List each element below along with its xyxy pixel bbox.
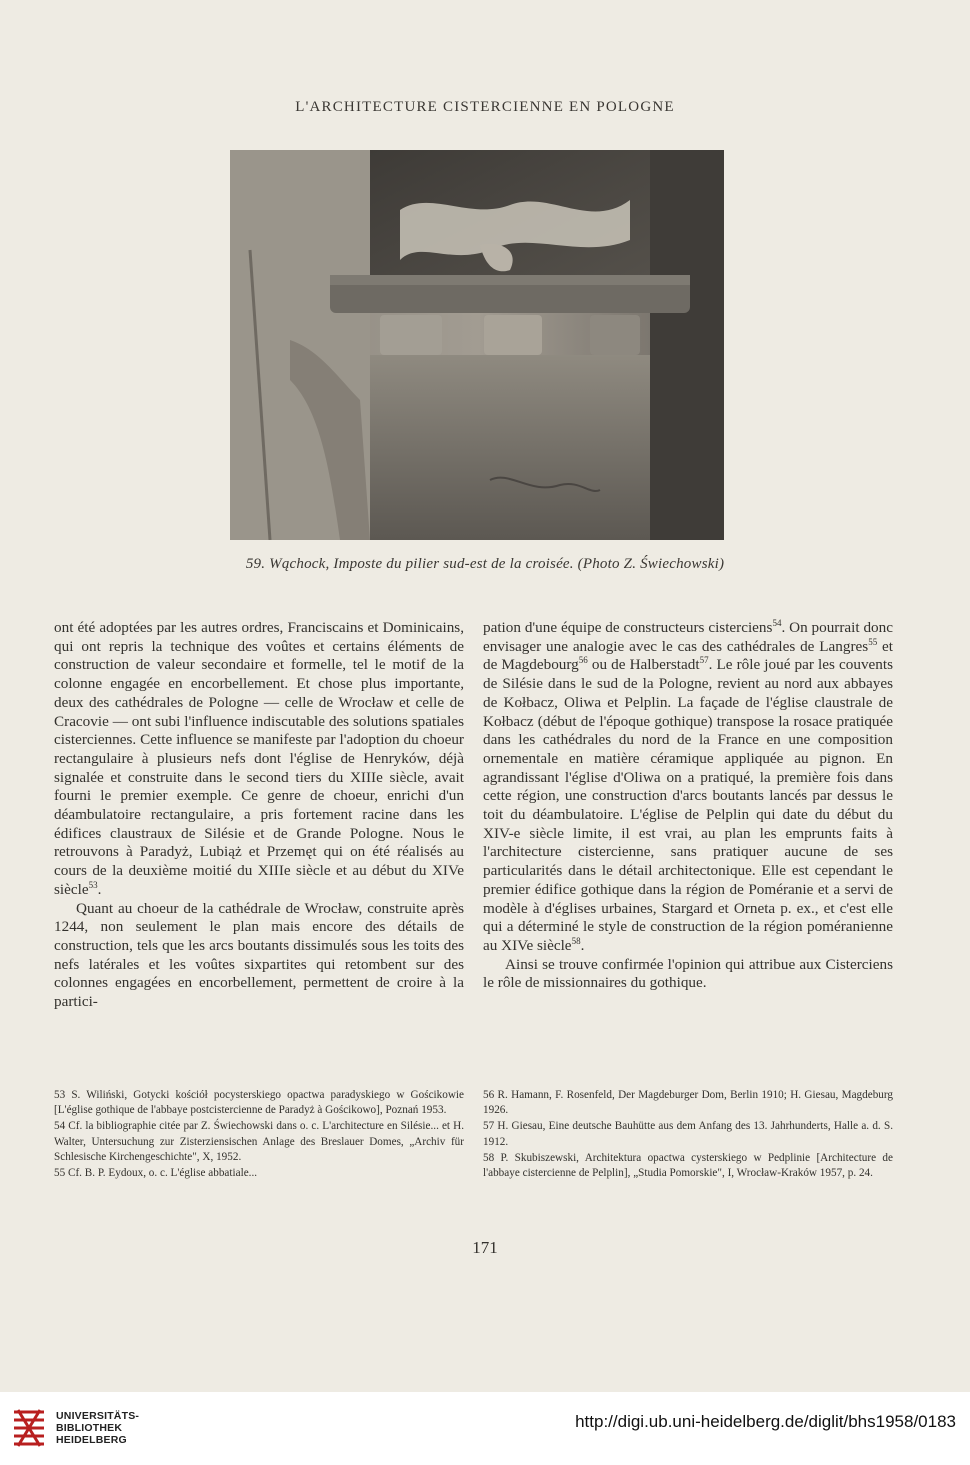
library-line-2: BIBLIOTHEK: [56, 1422, 123, 1434]
right-column: [483, 619, 893, 993]
library-logo-icon: [10, 1406, 48, 1450]
footnotes-left: [54, 1088, 464, 1182]
figure-photo: [230, 150, 724, 540]
footnote-54: 54 Cf. la bibliographie citée par Z. Świechowski dans o. c. L'architecture en Silésie... et H. Walter, Untersuchung zur Zisterziensischen Anlage des Breslauer Domes, „Archiv für Schlesische Kirchengeschichte", X, 1952.: [54, 1120, 464, 1163]
paragraph-3-text-d: ou de Halberstadt: [587, 656, 700, 674]
note-ref-54[interactable]: 54: [772, 617, 782, 628]
left-column: [54, 619, 464, 1012]
figure-caption: 59. Wąchock, Imposte du pilier sud-est de la croisée. (Photo Z. Świechowski): [245, 556, 725, 572]
library-name: [56, 1410, 139, 1446]
footnote-57: 57 H. Giesau, Eine deutsche Bauhütte aus dem Anfang des 13. Jahrhunderts, Halle a. d. S. 1912.: [483, 1120, 893, 1148]
paragraph-4-text: Ainsi se trouve confirmée l'opinion qui attribue aux Cisterciens le rôle de missionnaires du gothique.: [483, 955, 893, 992]
paragraph-1-end: .: [97, 880, 102, 898]
paragraph-3-text-a: pation d'une équipe de constructeurs cisterciens: [483, 619, 773, 636]
running-title: L'ARCHITECTURE CISTERCIENNE EN POLOGNE: [295, 99, 675, 115]
paragraph-3-end: .: [580, 936, 585, 954]
library-line-3: HEIDELBERG: [56, 1434, 127, 1446]
library-line-1: UNIVERSITÄTS-: [56, 1410, 140, 1422]
note-ref-53[interactable]: 53: [88, 879, 98, 890]
paragraph-1: [54, 619, 464, 900]
note-ref-57[interactable]: 57: [699, 655, 709, 666]
paragraph-3-text-e: . Le rôle joué par les couvents de Silésie dans le sud de la Pologne, revient au nord aux abbayes de Kołbacz, Oliwa et Pelplin. La façade de l'église claustrale de Kołbacz (début de l'époque gothique) transpose la rosace pratiquée dans les cathédrales du nord de la France en une composition ornementale en matière céramique appliquée au pignon. En agrandissant l'église d'Oliwa on a pratiqué, la première fois dans cette région, une construction d'arcs boutants lancés par dessus le toit du déambulatoire. L'église de Pelplin qui date du début du XIV-e siècle limite, il est vrai, au plan les emprunts faits à l'architecture cistercienne, sans pratiquer aucune de ses particularités dans le détail architectonique. Elle est cependant le premier édifice gothique dans la région de Poméranie et a servi de modèle à d'églises urbaines, Stargard et Orneta p. ex., et c'est elle qui a déterminé le style de construction de la région poméranienne au XIVe siècle: [483, 656, 893, 954]
paragraph-2: [54, 900, 464, 1012]
footnote-53: 53 S. Wiliński, Gotycki kościół pocysterskiego opactwa paradyskiego w Gościkowie [L'église gothique de l'abbaye postcistercienne de Paradyż à Gościkowo], Poznań 1953.: [54, 1089, 464, 1117]
paragraph-4: [483, 956, 893, 993]
note-ref-55[interactable]: 55: [868, 636, 878, 647]
page-number: 171: [472, 1238, 498, 1257]
footnotes-right: [483, 1088, 893, 1182]
footer-bar: [0, 1392, 970, 1465]
paragraph-3: [483, 619, 893, 956]
footnote-56: 56 R. Hamann, F. Rosenfeld, Der Magdeburger Dom, Berlin 1910; H. Giesau, Magdeburg 1926.: [483, 1089, 893, 1117]
paragraph-2-text: Quant au choeur de la cathédrale de Wrocław, construite après 1244, non seulement le plan mais encore des détails de construction, tels que les arcs boutants dissimulés sous les toits des nefs latérales et les voûtes sixpartites qui retombent sur des colonnes engagées en encorbellement, permettent de croire à la partici-: [54, 899, 464, 1011]
footnote-58: 58 P. Skubiszewski, Architektura opactwa cysterskiego w Pedplinie [Architecture de l'abbaye cistercienne de Pelplin], „Studia Pomorskie", I, Wrocław-Kraków 1957, p. 24.: [483, 1151, 893, 1180]
note-ref-56[interactable]: 56: [578, 655, 588, 666]
source-url-link[interactable]: http://digi.ub.uni-heidelberg.de/diglit/bhs1958/0183: [575, 1412, 956, 1431]
note-ref-58[interactable]: 58: [571, 935, 581, 946]
paragraph-1-text: ont été adoptées par les autres ordres, Franciscains et Dominicains, qui ont repris la technique des voûtes et certains éléments de construction de valeur secondaire et formelle, tel le motif de la colonne engagée en encorbellement. Et chose plus importante, deux des cathédrales de Pologne — celle de Wrocław et celle de Cracovie — ont subi l'influence indiscutable des solutions spatiales cisterciennes. Cette influence se manifeste par l'adoption du choeur rectangulaire à plusieurs nefs dont l'église de Henryków, déjà signalée et construite dans le second tiers du XIIIe siècle, avait fourni le premier exemple. Ce genre de choeur, enrichi d'un déambulatoire rectangulaire, a pris fortement racine dans les édifices claustraux de Silésie et de Grande Pologne. Nous le retrouvons à Paradyż, Lubiąż et Przemęt qui on été réalisés au cours de la deuxième moitié du XIIIe siècle et au début du XIVe siècle: [54, 619, 464, 898]
footnote-55: 55 Cf. B. P. Eydoux, o. c. L'église abbatiale...: [54, 1167, 258, 1180]
paragraph-3-text-b: . On pourrait donc envisager une analogie avec le cas des cathédrales de Langres: [483, 619, 893, 655]
photo-illustration: [230, 150, 724, 540]
paragraph-3-text-c: et de Magdebourg: [483, 637, 893, 674]
